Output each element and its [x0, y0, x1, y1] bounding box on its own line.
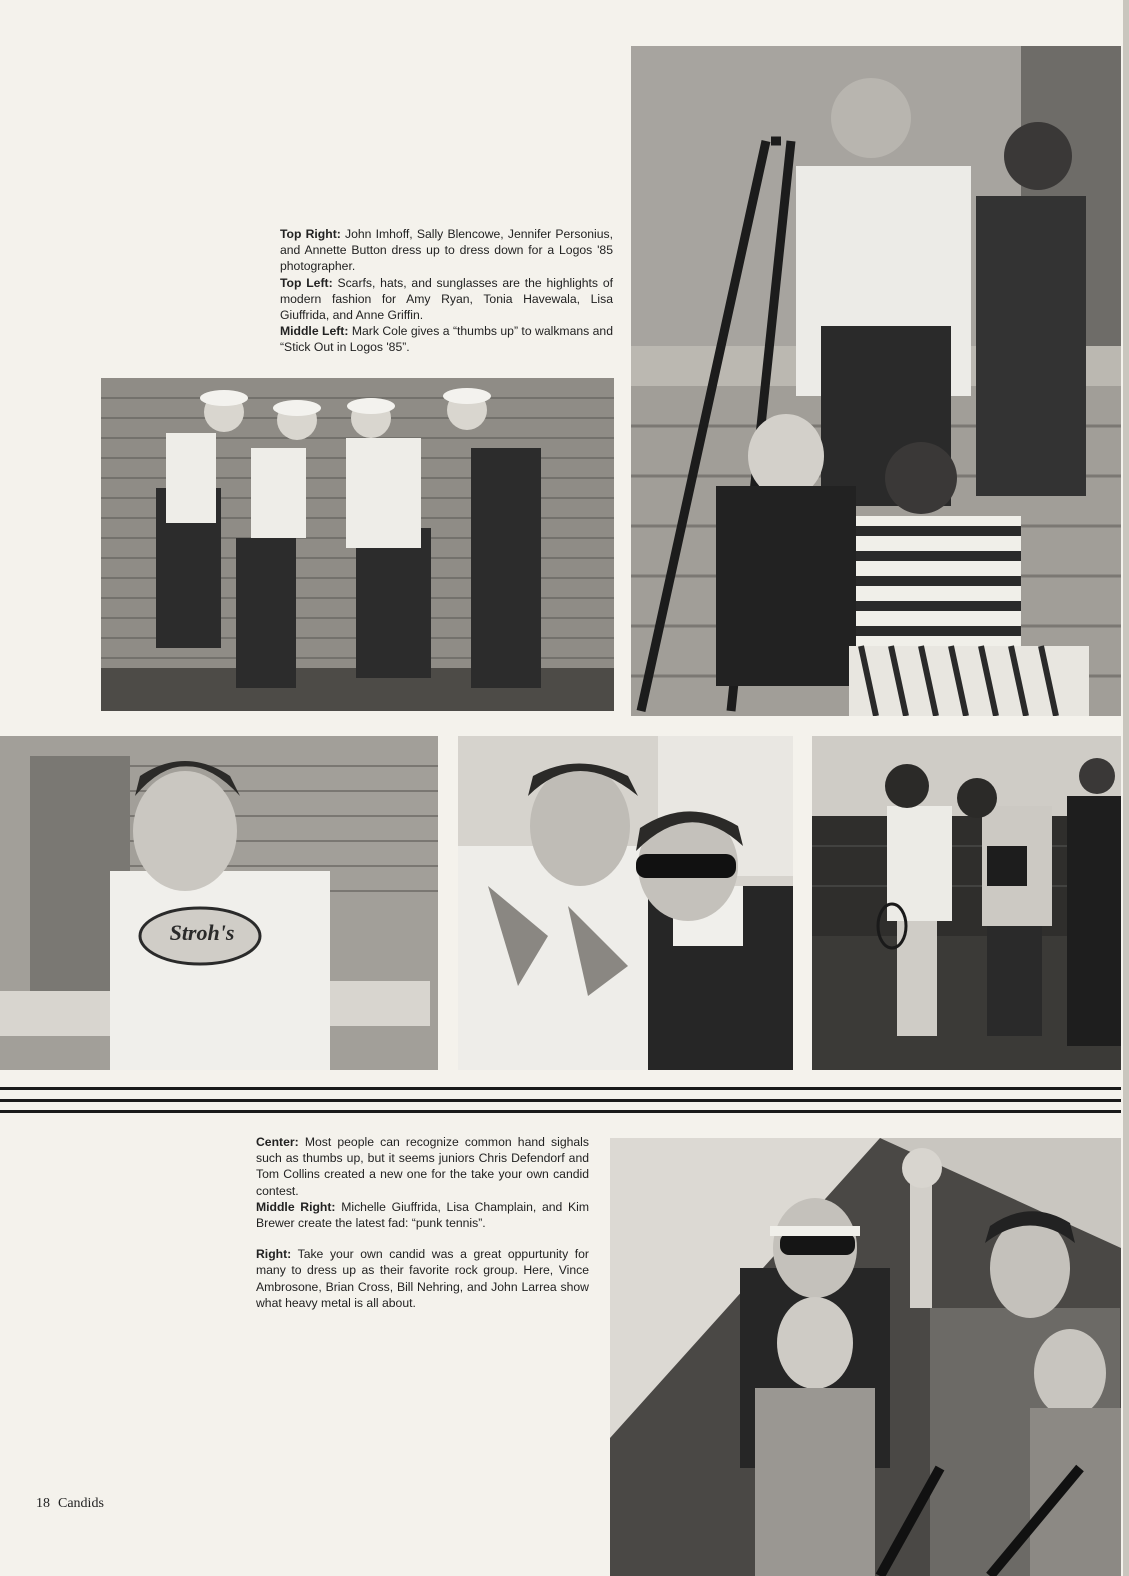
punk-tennis-photo-art [812, 736, 1121, 1070]
heavy-metal-photo-art [610, 1138, 1121, 1576]
rule-middle [0, 1099, 1121, 1102]
photo-right [610, 1138, 1121, 1576]
strohs-shirt-photo-art [0, 736, 438, 1070]
photo-middle-left [0, 736, 438, 1070]
photo-top-left [101, 378, 614, 711]
page-number: 18 [36, 1496, 50, 1511]
page-edge [1123, 0, 1129, 1576]
caption-center: Center: Most people can recognize common hand sighals such as thumbs up, but it seems juniors Chris Defendorf and Tom Collins created a new one for the take your own candid contest. [256, 1135, 589, 1198]
caption-block-bottom [256, 1134, 589, 1311]
page-folio [36, 1496, 112, 1512]
caption-block-top [280, 226, 613, 356]
rule-upper [0, 1087, 1121, 1090]
caption-middle-left: Middle Left: Mark Cole gives a “thumbs up” to walkmans and “Stick Out in Logos '85”. [280, 324, 613, 355]
staircase-photo-art [631, 46, 1121, 716]
photo-middle-right [812, 736, 1121, 1070]
brick-wall-photo-art [101, 378, 614, 711]
caption-spacer [256, 1231, 589, 1246]
photo-top-right [631, 46, 1121, 716]
tshirt-logo-text: Stroh's [169, 920, 235, 945]
rule-lower [0, 1110, 1121, 1113]
caption-middle-right: Middle Right: Michelle Giuffrida, Lisa Champlain, and Kim Brewer create the latest fad: “punk tennis”. [256, 1199, 590, 1231]
caption-right: Right: Take your own candid was a great oppurtunity for many to dress up as their favorite rock group. Here, Vince Ambrosone, Brian Cross, Bill Nehring, and John Larrea show what heavy metal is all about. [256, 1247, 589, 1310]
section-name: Candids [58, 1496, 104, 1511]
caption-top-right: Top Right: John Imhoff, Sally Blencowe, Jennifer Personius, and Annette Button dress up to dress down for a Logos '85 photographer. [280, 227, 613, 274]
hand-sign-photo-art [458, 736, 793, 1070]
caption-top-left: Top Left: Scarfs, hats, and sunglasses are the highlights of modern fashion for Amy Ryan, Tonia Havewala, Lisa Giuffrida, and Anne Griffin. [280, 275, 613, 323]
photo-center [458, 736, 793, 1070]
